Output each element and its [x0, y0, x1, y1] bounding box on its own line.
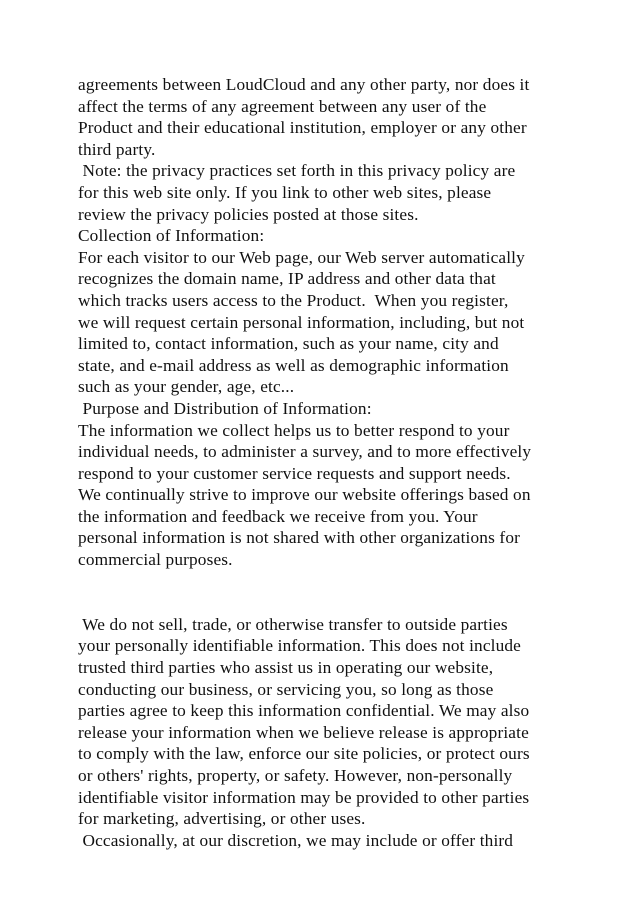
- text-line: commercial purposes.: [78, 550, 233, 570]
- text-line: respond to your customer service requests and support needs.: [78, 463, 511, 483]
- text-line: Note: the privacy practices set forth in this privacy policy are: [78, 161, 516, 181]
- text-line: personal information is not shared with other organizations for: [78, 528, 521, 548]
- paragraph-block-1: [78, 74, 578, 571]
- text-line: or others' rights, property, or safety. However, non-personally: [78, 766, 513, 785]
- text-line: the information and feedback we receive from you. Your: [78, 506, 478, 526]
- text-line: state, and e-mail address as well as demographic information: [78, 355, 509, 375]
- section-heading: Collection of Information:: [78, 226, 265, 246]
- text-line: for this web site only. If you link to other web sites, please: [78, 182, 492, 202]
- text-line: your personally identifiable information. This does not include: [78, 636, 521, 656]
- text-line: We continually strive to improve our website offerings based on: [78, 485, 531, 505]
- text-line: For each visitor to our Web page, our Web server automatically: [78, 247, 525, 267]
- text-line: trusted third parties who assist us in operating our website,: [78, 658, 494, 678]
- text-line: Occasionally, at our discretion, we may include or offer third: [78, 830, 514, 850]
- text-line: for marketing, advertising, or other uses.: [78, 809, 366, 829]
- text-line: third party.: [78, 139, 156, 159]
- text-line: Product and their educational institution, employer or any other: [78, 118, 527, 138]
- text-line: release your information when we believe release is appropriate: [78, 722, 529, 742]
- text-line: individual needs, to administer a survey, and to more effectively: [78, 442, 532, 462]
- paragraph-block-2: [78, 614, 578, 852]
- text-line: to comply with the law, enforce our site policies, or protect ours: [78, 744, 530, 764]
- text-line: identifiable visitor information may be provided to other parties: [78, 787, 530, 807]
- text-line: affect the terms of any agreement between any user of the: [78, 96, 487, 116]
- paragraph-gap: [78, 571, 578, 614]
- section-heading: Purpose and Distribution of Information:: [78, 398, 372, 418]
- text-line: we will request certain personal information, including, but not: [78, 312, 525, 332]
- text-line: conducting our business, or servicing you, so long as those: [78, 679, 494, 699]
- text-line: recognizes the domain name, IP address and other data that: [78, 269, 496, 289]
- document-body: [78, 74, 578, 851]
- text-line: such as your gender, age, etc...: [78, 377, 295, 397]
- text-line: limited to, contact information, such as your name, city and: [78, 334, 499, 354]
- text-line: agreements between LoudCloud and any other party, nor does it: [78, 75, 530, 94]
- text-line: We do not sell, trade, or otherwise transfer to outside parties: [78, 614, 508, 634]
- text-line: parties agree to keep this information confidential. We may also: [78, 701, 530, 721]
- text-line: The information we collect helps us to better respond to your: [78, 420, 510, 440]
- text-line: which tracks users access to the Product. When you register,: [78, 290, 509, 310]
- text-line: review the privacy policies posted at those sites.: [78, 204, 419, 224]
